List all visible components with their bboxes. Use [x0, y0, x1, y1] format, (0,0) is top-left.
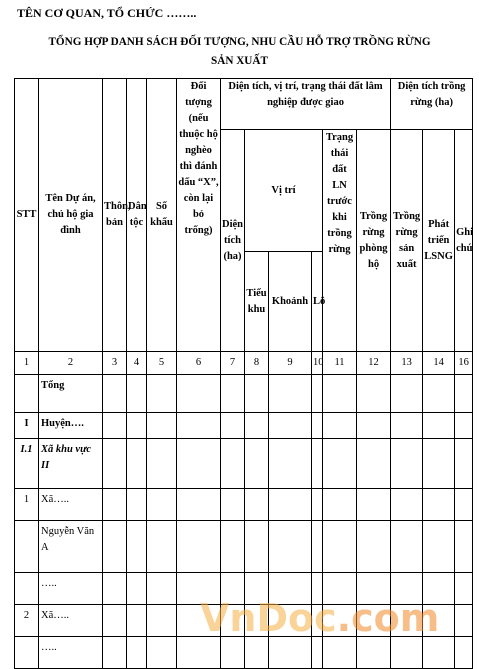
col-ethnic-header: Dân tộc [127, 79, 147, 352]
col-members-header: Số khẩu [147, 79, 177, 352]
empty-cell [269, 439, 312, 489]
empty-cell [127, 573, 147, 605]
empty-cell [221, 375, 245, 413]
col-block-header: Khoảnh [269, 252, 312, 352]
row-name-cell: Xã khu vực II [39, 439, 103, 489]
empty-cell [312, 439, 323, 489]
empty-cell [455, 439, 473, 489]
empty-cell [177, 521, 221, 573]
table-row [15, 439, 473, 489]
empty-cell [103, 637, 127, 669]
col-village-header: Thôn, bản [103, 79, 127, 352]
empty-cell [147, 573, 177, 605]
empty-cell [245, 375, 269, 413]
location-header: Vị trí [245, 130, 323, 252]
table-row [15, 637, 473, 669]
empty-cell [269, 375, 312, 413]
empty-cell [127, 489, 147, 521]
row-stt-cell: 1 [15, 489, 39, 521]
vndoc-watermark-logo: VnDoc.com [200, 596, 440, 640]
row-stt-cell [15, 521, 39, 573]
empty-cell [127, 375, 147, 413]
empty-cell [221, 439, 245, 489]
empty-cell [357, 375, 391, 413]
table-row [15, 489, 473, 521]
table-row [15, 375, 473, 413]
empty-cell [455, 573, 473, 605]
empty-cell [323, 489, 357, 521]
col-number: 4 [127, 352, 147, 375]
empty-cell [455, 489, 473, 521]
row-stt-cell: 2 [15, 605, 39, 637]
empty-cell [357, 521, 391, 573]
table-row [15, 413, 473, 439]
empty-cell [455, 413, 473, 439]
col-target-header: Đối tượng (nếu thuộc hộ nghèo thì đánh dấu “X”, còn lại bỏ trống) [177, 79, 221, 352]
empty-cell [127, 605, 147, 637]
empty-cell [312, 375, 323, 413]
col-subzone-header: Tiểu khu [245, 252, 269, 352]
row-name-cell: ….. [39, 573, 103, 605]
empty-cell [177, 439, 221, 489]
empty-cell [455, 637, 473, 669]
empty-cell [147, 439, 177, 489]
document-title: TỔNG HỢP DANH SÁCH ĐỐI TƯỢNG, NHU CẦU HỖ TRỢ TRỒNG RỪNG [48, 36, 431, 48]
land-group-header: Diện tích, vị trí, trạng thái đất lâm nghiệp được giao [221, 79, 391, 130]
row-name-cell: Xã….. [39, 605, 103, 637]
empty-cell [391, 637, 423, 669]
row-name-cell: Nguyễn Văn A [39, 521, 103, 573]
empty-cell [147, 375, 177, 413]
empty-cell [423, 637, 455, 669]
col-number: 7 [221, 352, 245, 375]
row-name-cell: Xã….. [39, 489, 103, 521]
empty-cell [221, 521, 245, 573]
empty-cell [312, 413, 323, 439]
empty-cell [455, 605, 473, 637]
col-number: 10 [312, 352, 323, 375]
empty-cell [269, 413, 312, 439]
empty-cell [455, 521, 473, 573]
empty-cell [177, 375, 221, 413]
empty-cell [269, 489, 312, 521]
row-name-cell: Huyện…. [39, 413, 103, 439]
empty-cell [147, 521, 177, 573]
col-status-header: Trạng thái đất LN trước khi trồng rừng [323, 130, 357, 352]
col-stt-header: STT [15, 79, 39, 352]
empty-cell [357, 439, 391, 489]
empty-cell [103, 521, 127, 573]
empty-cell [177, 637, 221, 669]
col-number: 8 [245, 352, 269, 375]
table-row [15, 521, 473, 573]
empty-cell [357, 637, 391, 669]
row-stt-cell: I.1 [15, 439, 39, 489]
beneficiary-table [14, 78, 473, 669]
row-stt-cell [15, 637, 39, 669]
empty-cell [323, 375, 357, 413]
plant-group-header: Diện tích trồng rừng (ha) [391, 79, 473, 130]
document-title-line2: SẢN XUẤT [211, 55, 268, 67]
row-name-cell: ….. [39, 637, 103, 669]
empty-cell [269, 637, 312, 669]
empty-cell [357, 413, 391, 439]
empty-cell [177, 413, 221, 439]
empty-cell [423, 489, 455, 521]
empty-cell [269, 521, 312, 573]
col-number: 6 [177, 352, 221, 375]
empty-cell [245, 439, 269, 489]
empty-cell [312, 637, 323, 669]
empty-cell [147, 605, 177, 637]
empty-cell [245, 413, 269, 439]
col-number: 11 [323, 352, 357, 375]
empty-cell [312, 489, 323, 521]
empty-cell [423, 375, 455, 413]
empty-cell [423, 413, 455, 439]
empty-cell [103, 489, 127, 521]
empty-cell [103, 413, 127, 439]
row-stt-cell [15, 573, 39, 605]
empty-cell [127, 413, 147, 439]
col-lsng-header: Phát triển LSNG [423, 130, 455, 352]
empty-cell [323, 637, 357, 669]
empty-cell [147, 489, 177, 521]
col-production-header: Trồng rừng sản xuất [391, 130, 423, 352]
col-number: 9 [269, 352, 312, 375]
empty-cell [455, 375, 473, 413]
empty-cell [147, 637, 177, 669]
empty-cell [103, 375, 127, 413]
column-number-row [15, 352, 473, 375]
empty-cell [245, 489, 269, 521]
col-number: 5 [147, 352, 177, 375]
empty-cell [147, 413, 177, 439]
empty-cell [391, 375, 423, 413]
row-name-cell: Tổng [39, 375, 103, 413]
empty-cell [221, 637, 245, 669]
empty-cell [103, 573, 127, 605]
col-note-header: Ghi chú [455, 130, 473, 352]
col-protective-header: Trồng rừng phòng hộ [357, 130, 391, 352]
empty-cell [221, 489, 245, 521]
empty-cell [423, 439, 455, 489]
empty-cell [312, 521, 323, 573]
col-number: 2 [39, 352, 103, 375]
empty-cell [391, 439, 423, 489]
empty-cell [391, 489, 423, 521]
empty-cell [323, 521, 357, 573]
empty-cell [357, 489, 391, 521]
col-number: 16 [455, 352, 473, 375]
col-number: 1 [15, 352, 39, 375]
col-number: 3 [103, 352, 127, 375]
empty-cell [391, 521, 423, 573]
empty-cell [323, 439, 357, 489]
empty-cell [323, 413, 357, 439]
col-number: 14 [423, 352, 455, 375]
empty-cell [127, 439, 147, 489]
empty-cell [245, 637, 269, 669]
empty-cell [423, 521, 455, 573]
row-stt-cell [15, 375, 39, 413]
empty-cell [391, 413, 423, 439]
col-area-header: Diện tích (ha) [221, 130, 245, 352]
col-number: 13 [391, 352, 423, 375]
col-project-header: Tên Dự án, chủ hộ gia đình [39, 79, 103, 352]
col-plot-header: Lô [312, 252, 323, 352]
col-number: 12 [357, 352, 391, 375]
empty-cell [127, 637, 147, 669]
organization-name: TÊN CƠ QUAN, TỔ CHỨC …….. [17, 6, 197, 20]
empty-cell [103, 439, 127, 489]
empty-cell [221, 413, 245, 439]
empty-cell [127, 521, 147, 573]
empty-cell [245, 521, 269, 573]
empty-cell [177, 489, 221, 521]
row-stt-cell: I [15, 413, 39, 439]
empty-cell [103, 605, 127, 637]
